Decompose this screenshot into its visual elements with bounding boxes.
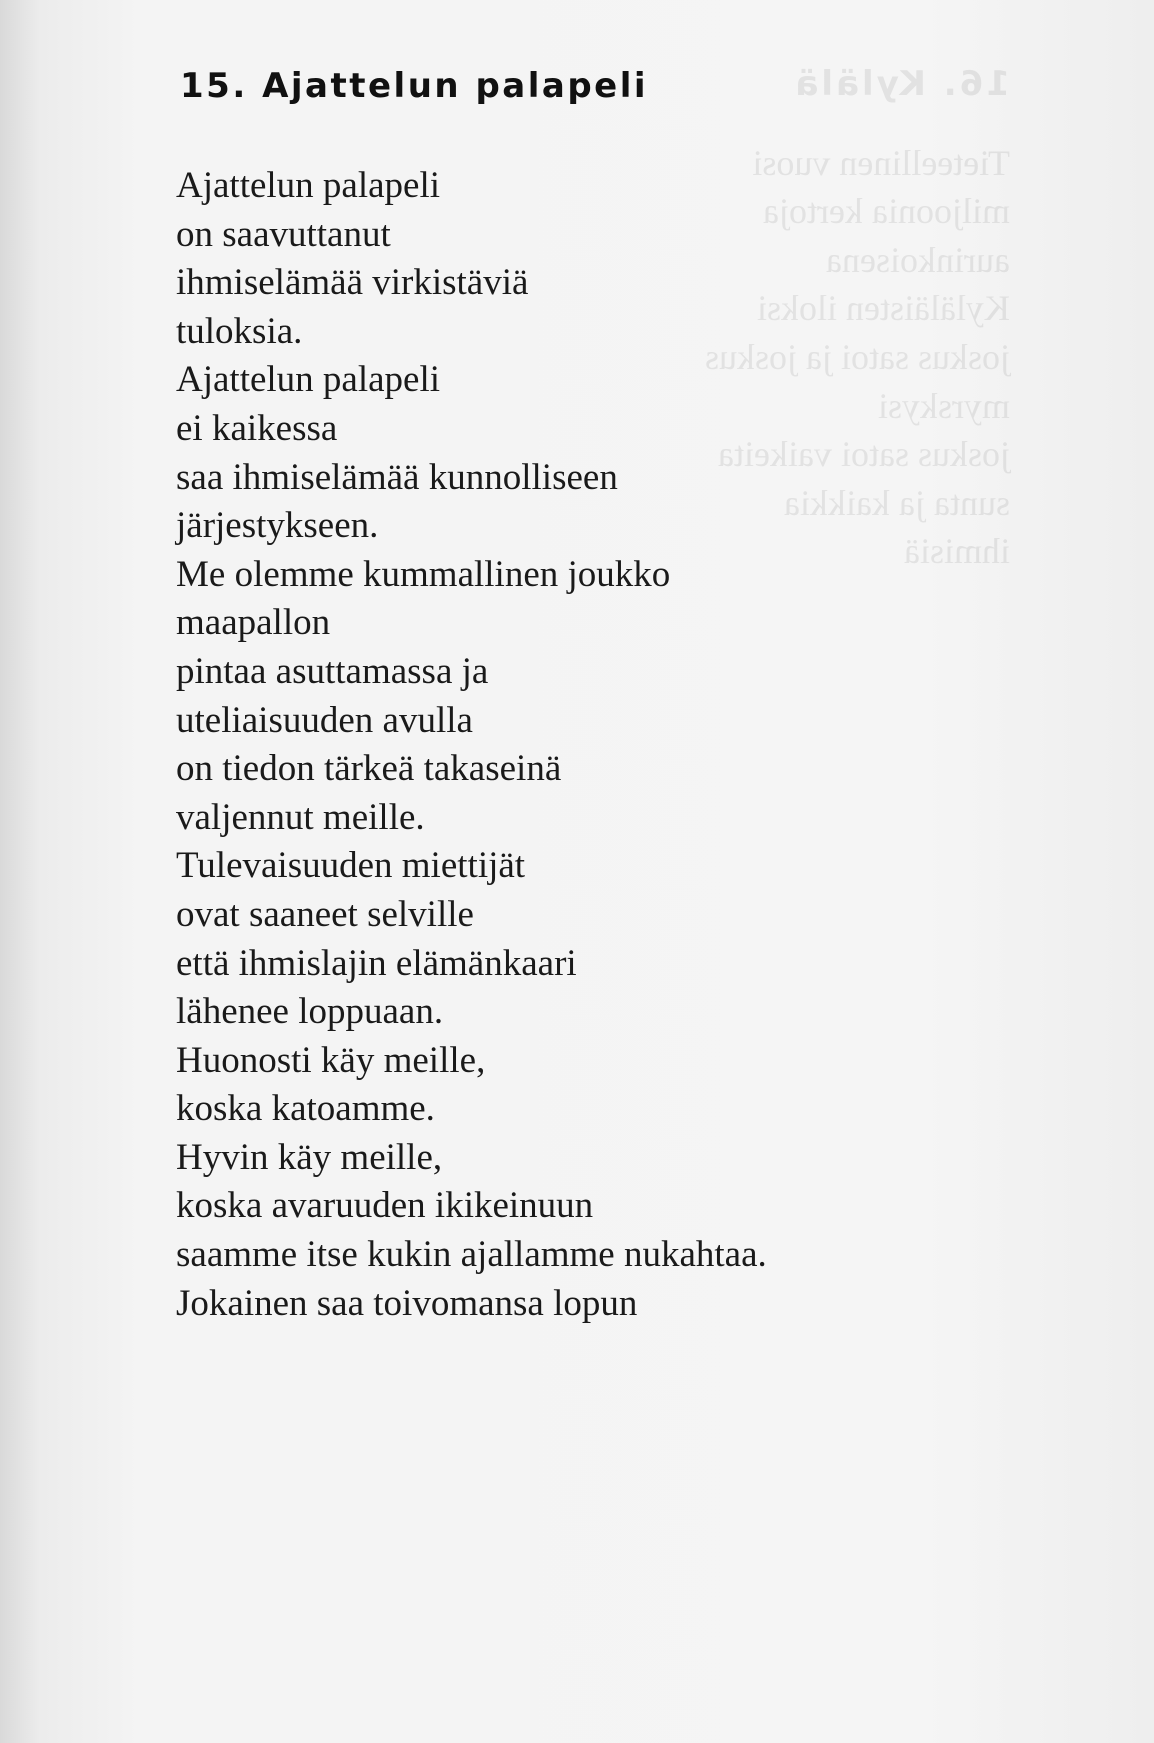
poem-line: ihmiselämää virkistäviä (176, 262, 529, 304)
poem-title: 15. Ajattelun palapeli (180, 66, 649, 106)
poem-line: valjennut meille. (176, 796, 425, 838)
poem-line: järjestykseen. (176, 505, 379, 547)
poem-line: Tulevaisuuden miettijät (176, 845, 526, 887)
poem-line: on saavuttanut (176, 213, 391, 255)
poem-line: Me olemme kummallinen joukko (176, 553, 671, 595)
poem-line: saa ihmiselämää kunnolliseen (176, 456, 618, 498)
poem-line: Huonosti käy meille, (176, 1039, 486, 1081)
poem-line: maapallon (176, 602, 331, 644)
poem-line: pintaa asuttamassa ja (176, 650, 489, 692)
poem-line: ei kaikessa (176, 407, 338, 449)
poem-line: saamme itse kukin ajallamme nukahtaa. (176, 1234, 767, 1276)
poem-line: Ajattelun palapeli (176, 359, 441, 401)
poem-body (176, 162, 1076, 1328)
poem-line: tuloksia. (176, 310, 303, 352)
poem-line: Jokainen saa toivomansa lopun (176, 1282, 638, 1324)
poem-line: Ajattelun palapeli (176, 165, 441, 206)
poem-line: on tiedon tärkeä takaseinä (176, 748, 562, 790)
poem-page-content (176, 60, 1076, 1328)
show-through-text: 16. Kylälä Tieteellinen vuosi miljoonia kertoja aurinkoisena Kyläläisten iloksi joskus satoi ja joskus myrskysi joskus satoi vaikeita sunta ja kaikkia ihmisiä (704, 64, 1010, 572)
poem-line: lähenee loppuaan. (176, 991, 444, 1033)
poem-line: Hyvin käy meille, (176, 1136, 443, 1178)
poem-line: koska avaruuden ikikeinuun (176, 1185, 594, 1227)
poem-line: koska katoamme. (176, 1088, 435, 1130)
poem-line: uteliaisuuden avulla (176, 699, 473, 741)
poem-line: ovat saaneet selville (176, 893, 474, 935)
poem-line: että ihmislajin elämänkaari (176, 942, 577, 984)
